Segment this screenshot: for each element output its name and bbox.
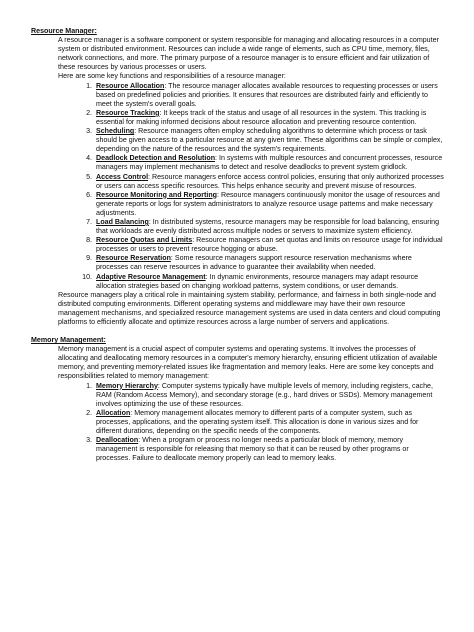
list-item-term: Allocation: [96, 408, 131, 417]
list-item-term: Resource Monitoring and Reporting: [96, 190, 217, 199]
resource-manager-intro: A resource manager is a software component or system responsible for managing and allocating resources in a computer system or distributed environment. Resources can include a wide range of elements, such as CPU time, memory, files, network connections, and more. The primary purpose of a resource manager is to ensure efficient and fair utilization of these resources by various processes or users.: [58, 36, 439, 72]
list-item-text: : Resource managers often employ scheduling algorithms to determine which process or task should be given access to a particular resource at any given time. These algorithms can be simple or complex, depending on the nature of the resources and the system's requirements.: [96, 127, 443, 154]
list-item: [94, 436, 444, 463]
list-item: [94, 173, 444, 191]
list-item: [94, 82, 444, 109]
list-item-text: : Computer systems typically have multiple levels of memory, including registers, cache, RAM (Random Access Memory), and secondary storage (e.g., hard drives or SSDs). Memory management involves optimizing the use of these resources.: [96, 381, 433, 408]
list-item-text: : When a program or process no longer needs a particular block of memory, memory management is responsible for releasing that memory so that it can be reused by other programs or processes. Failure to deallocate memory properly can lead to memory leaks.: [96, 436, 409, 463]
list-item: [94, 109, 444, 127]
list-item: [94, 127, 444, 154]
list-item: [94, 236, 444, 254]
memory-management-intro: Memory management is a crucial aspect of computer systems and operating systems. It involves the processes of allocating and deallocating memory resources in a computer's memory hierarchy, ensuring efficient utilization of available memory, and preventing memory-related issues like fragmentation and memory leaks. Here are some key concepts and responsibilities related to memory management:: [58, 345, 438, 381]
list-item: [94, 273, 444, 291]
memory-management-concepts-list: [31, 382, 444, 464]
list-item-text: : In dynamic environments, resource managers may adapt resource allocation strategies based on changing workload patterns, system conditions, or user demands.: [96, 272, 419, 290]
list-item: [94, 409, 444, 436]
list-item-term: Resource Quotas and Limits: [96, 236, 193, 245]
list-item: [94, 154, 444, 172]
resource-manager-closing: Resource managers play a critical role in maintaining system stability, performance, and fairness in both single-node and distributed computing environments. Different operating systems and middleware may have their own resource management mechanisms, and specialized resource management systems are used in data centers and cloud computing platforms to efficiently allocate and optimize resources across a large number of servers and applications.: [58, 290, 441, 326]
list-item-term: Resource Tracking: [96, 108, 160, 117]
list-item-term: Resource Allocation: [96, 81, 165, 90]
list-item: [94, 382, 444, 409]
section-spacer: [31, 327, 444, 336]
list-item-text: : Resource managers can set quotas and limits on resource usage for individual processes or users to prevent resource hogging or abuse.: [96, 236, 443, 254]
list-item-term: Access Control: [96, 172, 149, 181]
list-item-text: : In systems with multiple resources and concurrent processes, resource managers may implement mechanisms to detect and resolve deadlocks to prevent system gridlock.: [96, 154, 443, 172]
list-item-term: Scheduling: [96, 127, 135, 136]
list-item-term: Memory Hierarchy: [96, 381, 158, 390]
resource-manager-lead: Here are some key functions and responsibilities of a resource manager:: [58, 72, 286, 81]
list-item: [94, 254, 444, 272]
list-item-text: : Resource managers enforce access control policies, ensuring that only authorized processes or users can access specific resources. This helps enhance security and prevent misuse of resources.: [96, 172, 444, 190]
list-item-text: : Memory management allocates memory to different parts of a computer system, such as processes, applications, and the operating system itself. This allocation is done in various sizes and for different durations, depending on the specific needs of the components.: [96, 408, 419, 436]
list-item: [94, 191, 444, 218]
list-item-term: Load Balancing: [96, 217, 149, 226]
list-item-term: Resource Reservation: [96, 254, 171, 263]
list-item: [94, 218, 444, 236]
list-item-term: Deallocation: [96, 436, 139, 445]
list-item-text: : It keeps track of the status and usage of all resources in the system. This tracking is essential for making informed decisions about resource allocation and preventing resource contention.: [96, 108, 427, 126]
list-item-text: : Resource managers continuously monitor the usage of resources and generate reports or logs for system administrators to analyze resource usage patterns and make necessary adjustments.: [96, 190, 440, 217]
list-item-text: : In distributed systems, resource managers may be responsible for load balancing, ensuring that workloads are evenly distributed across multiple nodes or servers to maximize system efficiency.: [96, 217, 440, 236]
section-heading-memory-management: Memory Management:: [31, 336, 106, 345]
list-item-text: : The resource manager allocates available resources to requesting processes or users based on predefined policies and priorities. It ensures that resources are distributed fairly and efficiently to meet the system's overall goals.: [96, 81, 438, 108]
list-item-term: Adaptive Resource Management: [96, 272, 206, 281]
list-item-term: Deadlock Detection and Resolution: [96, 154, 216, 163]
list-item-text: : Some resource managers support resource reservation mechanisms where processes can reserve resources in advance to guarantee their availability when needed.: [96, 254, 412, 272]
section-heading-resource-manager: Resource Manager:: [31, 27, 97, 35]
resource-manager-functions-list: [31, 82, 444, 291]
